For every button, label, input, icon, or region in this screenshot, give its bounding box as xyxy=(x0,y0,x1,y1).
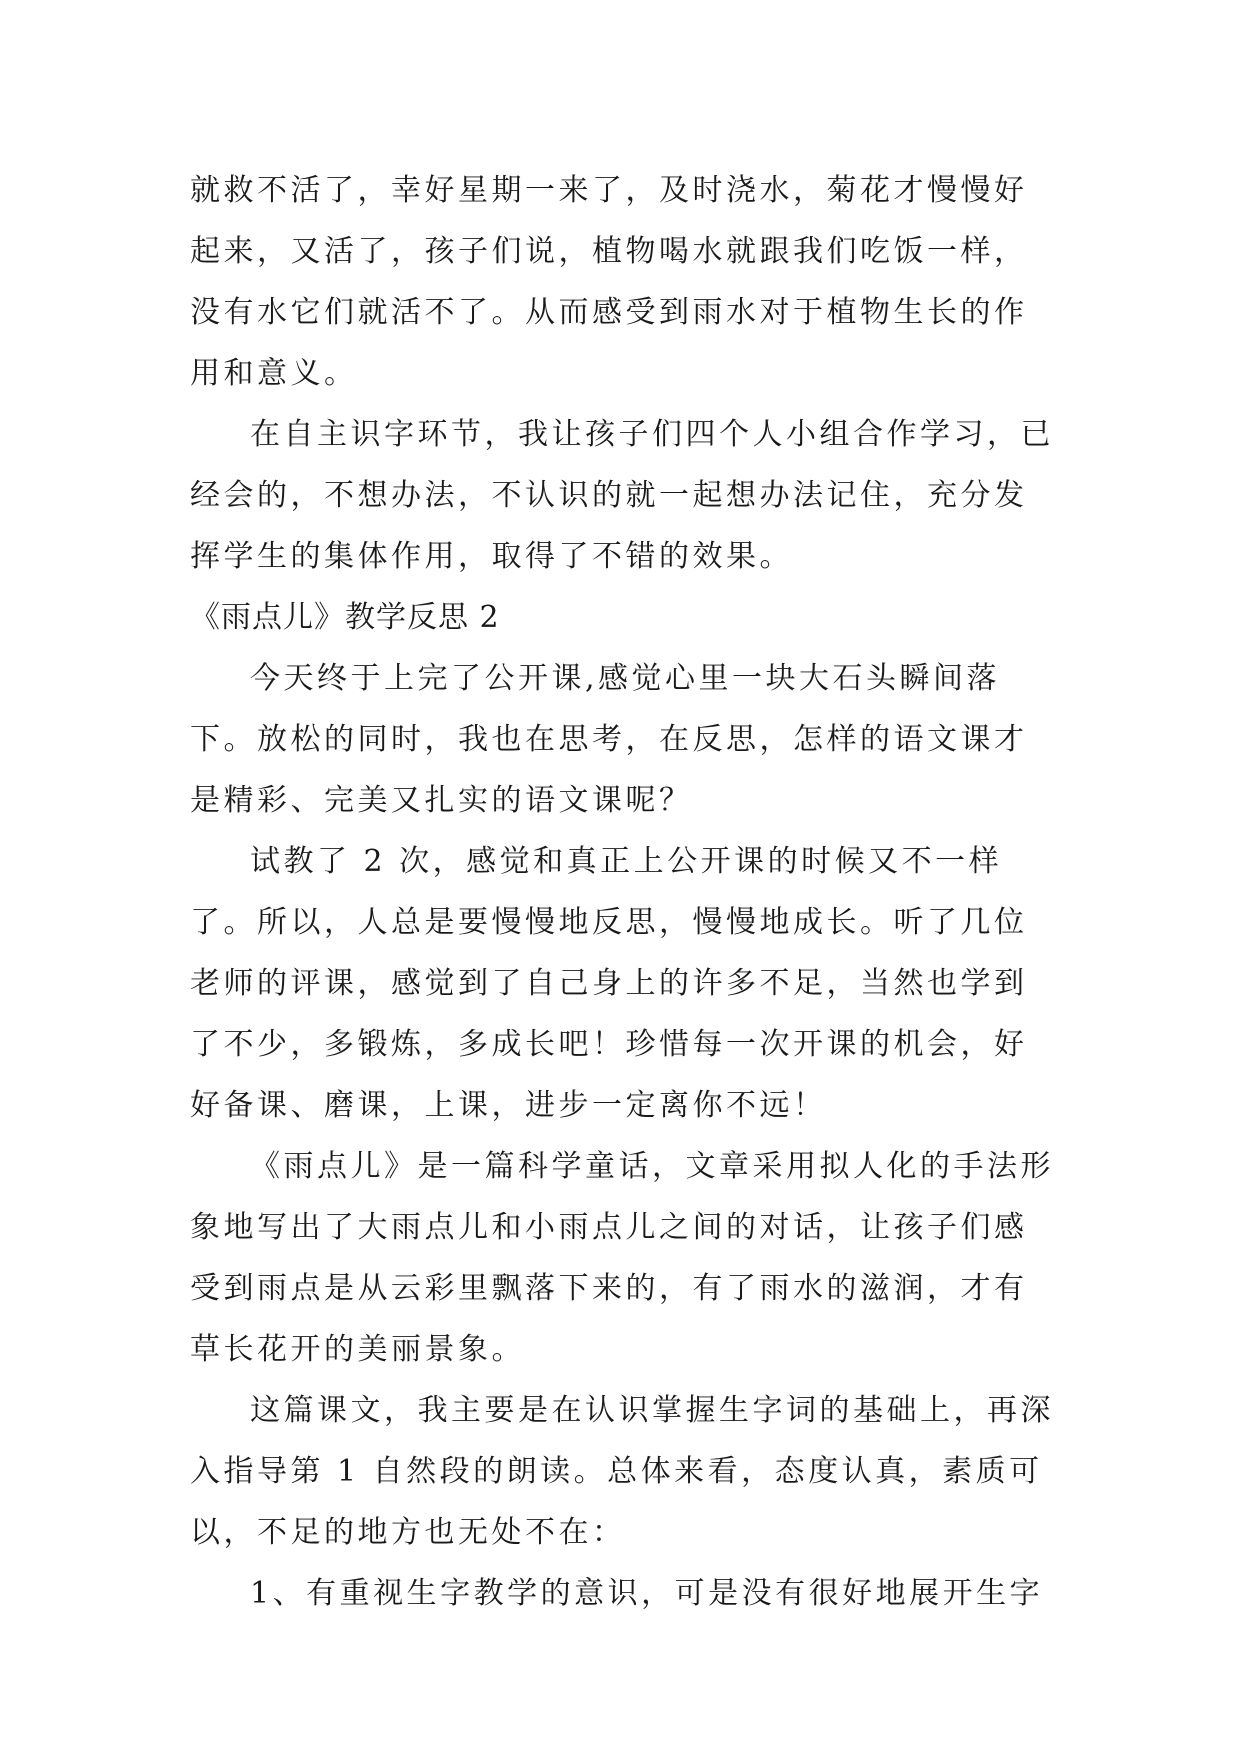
paragraph-self-study: 在自主识字环节，我让孩子们四个人小组合作学习，已经会的，不想办法，不认识的就一起想办法记住，充分发挥学生的集体作用，取得了不错的效果。 xyxy=(190,417,1054,574)
paragraph-open-class: 今天终于上完了公开课,感觉心里一块大石头瞬间落下。放松的同时，我也在思考，在反思，怎样的语文课才是精彩、完美又扎实的语文课呢？ xyxy=(190,661,1028,818)
section-heading: 《雨点儿》教学反思 2 xyxy=(190,600,500,635)
document-body xyxy=(190,160,1060,1624)
paragraph-list-item-1: 1、有重视生字教学的意识，可是没有很好地展开生字 xyxy=(250,1576,1044,1611)
paragraph-trial-teaching: 试教了 2 次，感觉和真正上公开课的时候又不一样了。所以，人总是要慢慢地反思，慢慢地成长。听了几位老师的评课，感觉到了自己身上的许多不足，当然也学到了不少，多锻炼，多成长吧！珍惜每一次开课的机会，好好备课、磨课，上课，进步一定离你不远！ xyxy=(190,844,1028,1123)
paragraph-lesson-focus: 这篇课文，我主要是在认识掌握生字词的基础上，再深入指导第 1 自然段的朗读。总体来看，态度认真，素质可以，不足的地方也无处不在： xyxy=(190,1393,1054,1550)
paragraph-continuation: 就救不活了，幸好星期一来了，及时浇水，菊花才慢慢好起来，又活了，孩子们说，植物喝水就跟我们吃饭一样，没有水它们就活不了。从而感受到雨水对于植物生长的作用和意义。 xyxy=(190,173,1028,391)
paragraph-text-summary: 《雨点儿》是一篇科学童话，文章采用拟人化的手法形象地写出了大雨点儿和小雨点儿之间的对话，让孩子们感受到雨点是从云彩里飘落下来的，有了雨水的滋润，才有草长花开的美丽景象。 xyxy=(190,1149,1054,1367)
